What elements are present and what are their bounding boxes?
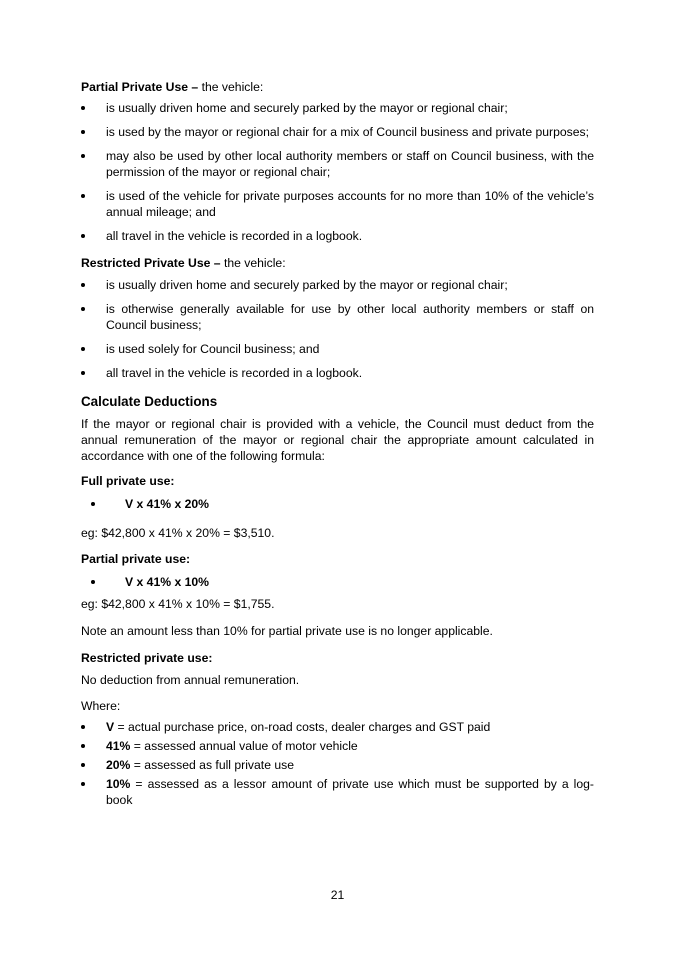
bullet-icon	[81, 725, 85, 729]
where-list	[81, 719, 594, 808]
list-item: 41% = assessed annual value of motor vehicle	[81, 738, 594, 754]
list-item: is used of the vehicle for private purposes accounts for no more than 10% of the vehicle’s annual mileage; and	[81, 188, 594, 220]
where-label: Where:	[81, 699, 121, 713]
list-item: is usually driven home and securely parked by the mayor or regional chair;	[81, 277, 594, 293]
list-item: is usually driven home and securely parked by the mayor or regional chair;	[81, 100, 594, 116]
list-item: V = actual purchase price, on-road costs, dealer charges and GST paid	[81, 719, 594, 735]
list-item: may also be used by other local authority members or staff on Council business, with the permission of the mayor or regional chair;	[81, 148, 594, 180]
partial-use-heading-rest: the vehicle:	[198, 80, 264, 94]
full-use-label: Full private use:	[81, 474, 175, 488]
list-item: is otherwise generally available for use by other local authority members or staff on Council business;	[81, 301, 594, 333]
list-item: 20% = assessed as full private use	[81, 757, 594, 773]
restricted-use-text: No deduction from annual remuneration.	[81, 673, 300, 687]
bullet-icon	[81, 744, 85, 748]
bullet-icon	[91, 580, 95, 584]
bullet-icon	[91, 502, 95, 506]
bullet-icon	[81, 782, 85, 786]
restricted-use-heading	[81, 255, 594, 271]
partial-use-label: Partial private use:	[81, 552, 191, 566]
restricted-use-label: Restricted private use:	[81, 651, 213, 665]
bullet-icon	[81, 283, 85, 287]
restricted-use-heading-rest: the vehicle:	[220, 256, 286, 270]
full-use-example: eg: $42,800 x 41% x 20% = $3,510.	[81, 526, 275, 540]
list-item: all travel in the vehicle is recorded in a logbook.	[81, 365, 594, 381]
bullet-icon	[81, 307, 85, 311]
full-use-formula: V x 41% x 20%	[81, 496, 594, 512]
list-item: is used by the mayor or regional chair for a mix of Council business and private purposes;	[81, 124, 594, 140]
partial-use-heading	[81, 79, 594, 95]
list-item: is used solely for Council business; and	[81, 341, 594, 357]
bullet-icon	[81, 154, 85, 158]
partial-use-formula: V x 41% x 10%	[81, 574, 594, 590]
bullet-icon	[81, 347, 85, 351]
list-item: 10% = assessed as a lessor amount of private use which must be supported by a log-book	[81, 776, 594, 808]
partial-use-heading-bold: Partial Private Use –	[81, 80, 199, 94]
bullet-icon	[81, 130, 85, 134]
bullet-icon	[81, 234, 85, 238]
bullet-icon	[81, 194, 85, 198]
bullet-icon	[81, 106, 85, 110]
restricted-use-heading-bold: Restricted Private Use –	[81, 256, 221, 270]
calculate-deductions-heading: Calculate Deductions	[81, 394, 218, 409]
note-text: Note an amount less than 10% for partial private use is no longer applicable.	[81, 624, 493, 638]
partial-use-list	[81, 100, 594, 244]
bullet-icon	[81, 763, 85, 767]
bullet-icon	[81, 371, 85, 375]
page-number: 21	[330, 888, 345, 902]
calculate-intro: If the mayor or regional chair is provided with a vehicle, the Council must deduct from the annual remuneration of the mayor or regional chair the appropriate amount calculated in accordance with one of the following formula:	[81, 417, 594, 463]
restricted-use-list	[81, 277, 594, 381]
list-item: all travel in the vehicle is recorded in a logbook.	[81, 228, 594, 244]
document-page	[81, 79, 594, 808]
partial-use-example: eg: $42,800 x 41% x 10% = $1,755.	[81, 597, 275, 611]
